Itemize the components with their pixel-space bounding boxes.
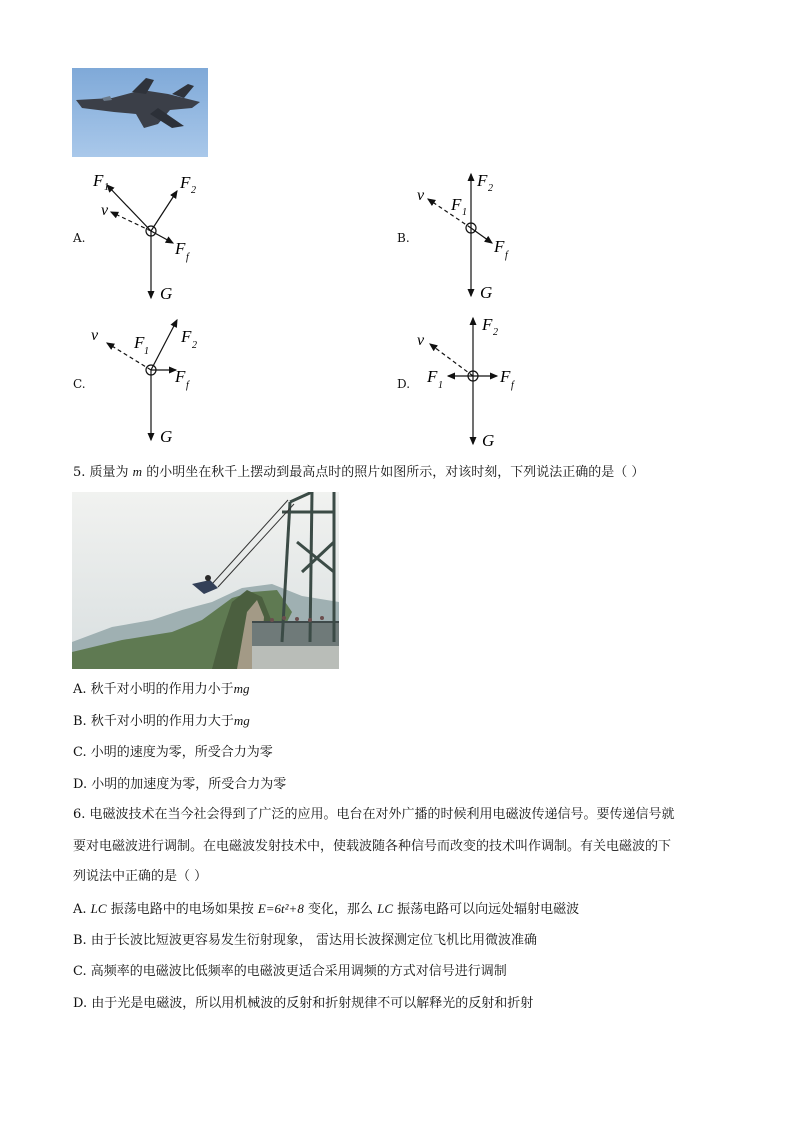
q5-stem: 5. 质量为 m 的小明坐在秋千上摆动到最高点时的照片如图所示，对该时刻，下列说法正确的是（ ） <box>73 464 645 480</box>
svg-text:G: G <box>160 427 173 446</box>
svg-text:1: 1 <box>462 207 467 218</box>
q6-option-a[interactable]: A. LC 振荡电路中的电场如果按 E=6t²+8 变化，那么 LC 振荡电路可以向远处辐射电磁波 <box>73 901 580 917</box>
option-b-letter: B. <box>397 231 410 245</box>
label-g: G <box>160 284 173 303</box>
svg-text:F: F <box>181 327 192 346</box>
svg-text:F: F <box>494 237 505 256</box>
svg-text:f: f <box>511 380 514 391</box>
svg-text:v: v <box>417 332 425 349</box>
option-c-letter: C. <box>73 377 86 391</box>
svg-text:f: f <box>186 252 189 263</box>
svg-text:f: f <box>186 380 189 391</box>
q6-stem-line2: 要对电磁波进行调制。在电磁波发射技术中，使载波随各种信号而改变的技术叫作调制。有关电磁波的下 <box>73 839 672 854</box>
svg-text:v: v <box>91 327 99 344</box>
svg-text:f: f <box>505 250 508 261</box>
force-diagram-c <box>80 312 210 452</box>
option-d-letter: D. <box>397 377 411 391</box>
svg-text:2: 2 <box>192 340 197 351</box>
svg-text:2: 2 <box>488 183 493 194</box>
label-ff: F <box>175 239 186 258</box>
option-a-letter: A. <box>73 231 86 245</box>
q6-option-d[interactable]: D. 由于光是电磁波，所以用机械波的反射和折射规律不可以解释光的反射和折射 <box>73 996 534 1011</box>
force-diagram-a <box>80 168 210 308</box>
svg-text:F: F <box>427 367 438 386</box>
q6-option-b[interactable]: B. 由于长波比短波更容易发生衍射现象， 雷达用长波探测定位飞机比用微波准确 <box>73 933 537 948</box>
q6-option-c[interactable]: C. 高频率的电磁波比低频率的电磁波更适合采用调频的方式对信号进行调制 <box>73 964 507 979</box>
q5-option-c[interactable]: C. 小明的速度为零，所受合力为零 <box>73 745 273 760</box>
svg-text:F: F <box>477 171 488 190</box>
svg-text:1: 1 <box>104 182 109 193</box>
svg-text:G: G <box>480 283 493 302</box>
svg-text:F: F <box>175 367 186 386</box>
label-f2: F <box>180 173 191 192</box>
svg-text:F: F <box>500 367 511 386</box>
svg-text:F: F <box>451 195 462 214</box>
label-v: v <box>101 202 109 219</box>
q5-option-b[interactable]: B. 秋千对小明的作用力大于mg <box>73 713 250 729</box>
svg-text:v: v <box>417 187 425 204</box>
svg-text:2: 2 <box>191 185 196 196</box>
svg-text:1: 1 <box>144 346 149 357</box>
label-f1: F <box>93 171 104 190</box>
fighter-jet-photo <box>72 68 208 157</box>
svg-text:G: G <box>482 431 495 450</box>
svg-text:F: F <box>134 333 145 352</box>
swing-photo <box>72 492 339 669</box>
svg-text:F: F <box>482 315 493 334</box>
q5-option-a[interactable]: A. 秋千对小明的作用力小于mg <box>73 681 250 697</box>
force-diagram-b <box>410 168 540 308</box>
q6-stem-line3: 列说法中正确的是（ ） <box>73 869 208 884</box>
svg-text:2: 2 <box>493 327 498 338</box>
q5-option-d[interactable]: D. 小明的加速度为零，所受合力为零 <box>73 777 287 792</box>
force-diagram-d <box>410 312 550 452</box>
svg-text:1: 1 <box>438 380 443 391</box>
q6-stem-line1: 6. 电磁波技术在当今社会得到了广泛的应用。电台在对外广播的时候利用电磁波传递信号。要传递信号就 <box>73 807 675 822</box>
